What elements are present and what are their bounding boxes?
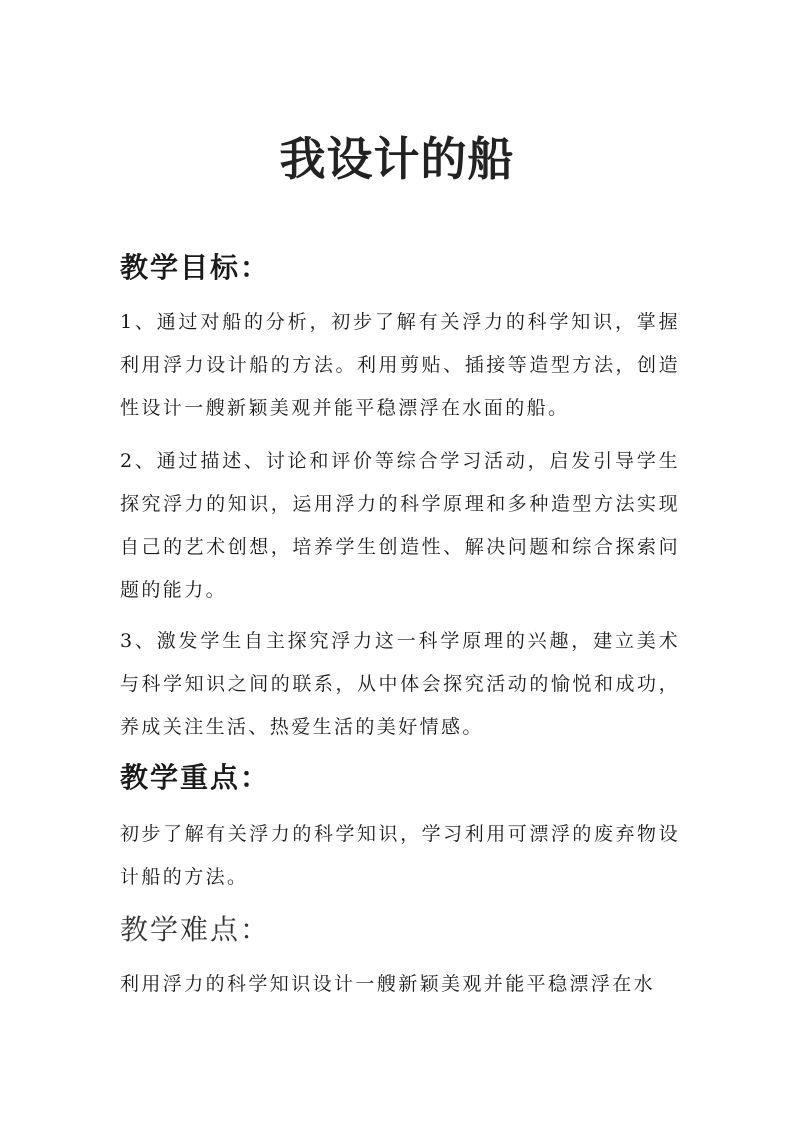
document-title: 我设计的船: [279, 131, 515, 186]
objective-item-2: [120, 440, 680, 612]
difficulties-body: [120, 963, 680, 1006]
paragraph: 利用浮力的科学知识设计一艘新颖美观并能平稳漂浮在水: [120, 973, 656, 995]
paragraph: 1、通过对船的分析，初步了解有关浮力的科学知识，掌握利用浮力设计船的方法。利用剪贴、插接等造型方法，创造性设计一艘新颖美观并能平稳漂浮在水面的船。: [120, 311, 680, 419]
section-difficulties: [120, 910, 680, 950]
section-heading-difficulties: 教学难点：: [120, 913, 271, 946]
section-objectives: [120, 248, 680, 288]
paragraph: 初步了解有关浮力的科学知识，学习利用可漂浮的废弃物设计船的方法。: [120, 823, 680, 888]
section-heading-objectives: 教学目标：: [120, 251, 271, 284]
section-heading-key-points: 教学重点：: [120, 761, 271, 794]
objective-item-1: [120, 301, 680, 430]
objective-item-3: [120, 620, 680, 749]
paragraph: 2、通过描述、讨论和评价等综合学习活动，启发引导学生探究浮力的知识，运用浮力的科学原理和多种造型方法实现自己的艺术创想，培养学生创造性、解决问题和综合探索问题的能力。: [120, 450, 680, 601]
paragraph: 3、激发学生自主探究浮力这一科学原理的兴趣，建立美术与科学知识之间的联系，从中体会探究活动的愉悦和成功，养成关注生活、热爱生活的美好情感。: [120, 630, 680, 738]
key-points-body: [120, 813, 680, 899]
section-key-points: [120, 758, 680, 798]
